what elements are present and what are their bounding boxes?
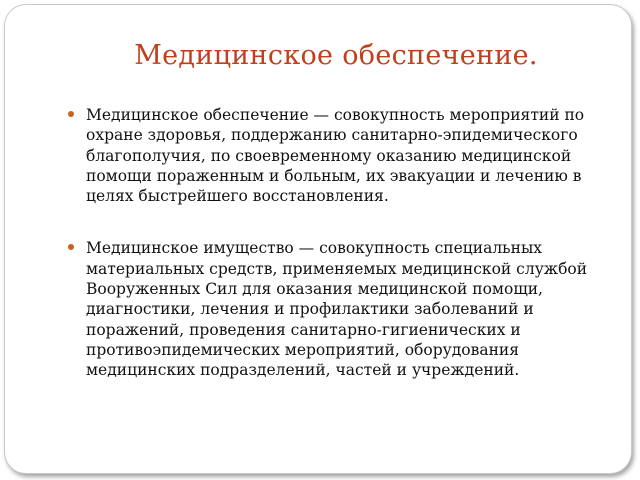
bullet-list (70, 105, 610, 381)
slide-title: Медицинское обеспечение. (134, 40, 538, 71)
bullet-text: Медицинское обеспечение — совокупность мероприятий по охране здоровья, поддержанию санитарно-эпидемического благополучия, по своевременному оказанию медицинской помощи пораженным и больным, их эвакуации и лечению в целях быстрейшего восстановления. (86, 106, 585, 206)
list-item (70, 238, 610, 380)
list-item (70, 105, 610, 206)
bullet-icon (68, 111, 74, 117)
bullet-text: Медицинское имущество — совокупность специальных материальных средств, применяемых медицинской службой Вооруженных Сил для оказания медицинской помощи, диагностики, лечения и профилактики заболеваний и поражений, проведения санитарно-гигиенических и противоэпидемических мероприятий, оборудования медицинских подразделений, частей и учреждений. (86, 239, 588, 380)
bullet-icon (68, 244, 74, 250)
